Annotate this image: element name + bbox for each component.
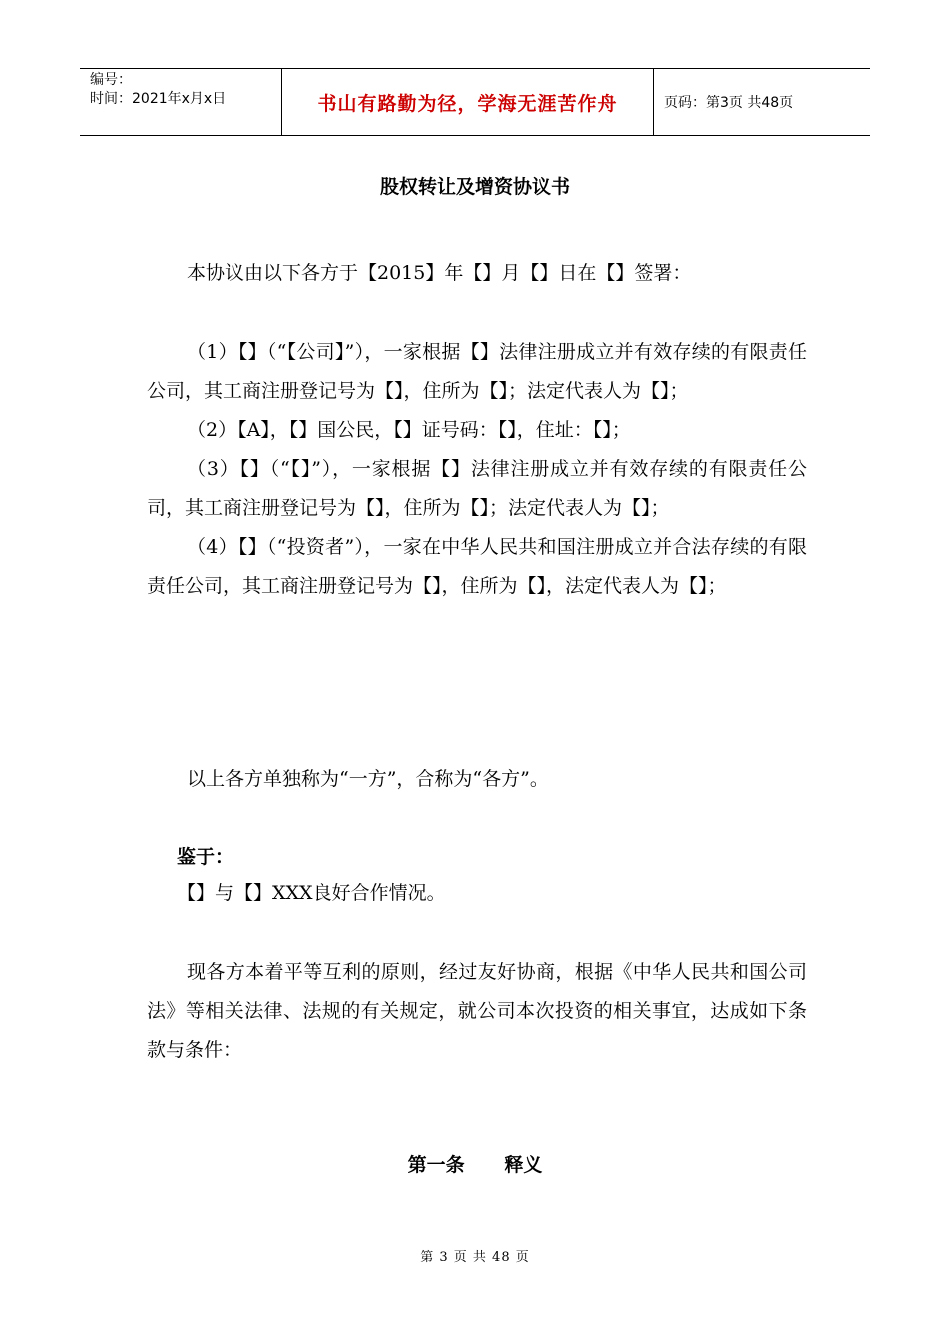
collective-paragraph: 以上各方单独称为“一方”，合称为“各方”。 bbox=[187, 768, 549, 790]
page-header bbox=[80, 68, 870, 136]
header-meta bbox=[80, 69, 281, 135]
agreement-block bbox=[147, 953, 807, 1070]
party-4: （4）【】（“投资者”），一家在中华人民共和国注册成立并合法存续的有限责任公司，其工商注册登记号为【】，住所为【】，法定代表人为【】； bbox=[147, 536, 807, 597]
whereas-block bbox=[147, 874, 807, 913]
agreement-paragraph: 现各方本着平等互利的原则，经过友好协商，根据《中华人民共和国公司法》等相关法律、法规的有关规定，就公司本次投资的相关事宜，达成如下条款与条件： bbox=[147, 961, 807, 1061]
document-title: 股权转让及增资协议书 bbox=[379, 176, 570, 198]
collective-block bbox=[147, 760, 807, 799]
whereas-label: 鉴于： bbox=[177, 846, 235, 868]
party-1: （1）【】（“【公司】”），一家根据【】法律注册成立并有效存续的有限责任公司，其工商注册登记号为【】，住所为【】；法定代表人为【】； bbox=[147, 341, 807, 402]
time-label: 时间：2021年x月x日 bbox=[90, 91, 227, 107]
header-motto: 书山有路勤为径，学海无涯苦作舟 bbox=[281, 69, 654, 135]
intro-paragraph: 本协议由以下各方于【2015】年【】月【】日在【】签署： bbox=[187, 262, 692, 284]
header-page-info: 页码：第3页 共48页 bbox=[664, 95, 794, 111]
intro-block bbox=[147, 254, 807, 293]
whereas-paragraph: 【】与【】XXX良好合作情况。 bbox=[177, 882, 446, 904]
number-label: 编号： bbox=[90, 72, 132, 88]
article-title: 第一条 释义 bbox=[407, 1154, 543, 1176]
page-footer: 第 3 页 共 48 页 bbox=[420, 1250, 530, 1265]
party-2: （2）【A】，【】国公民，【】证号码：【】，住址：【】； bbox=[187, 419, 631, 441]
parties-block bbox=[147, 333, 807, 606]
party-3: （3）【】（“【】”），一家根据【】法律注册成立并有效存续的有限责任公司，其工商注册登记号为【】，住所为【】；法定代表人为【】； bbox=[147, 458, 807, 519]
